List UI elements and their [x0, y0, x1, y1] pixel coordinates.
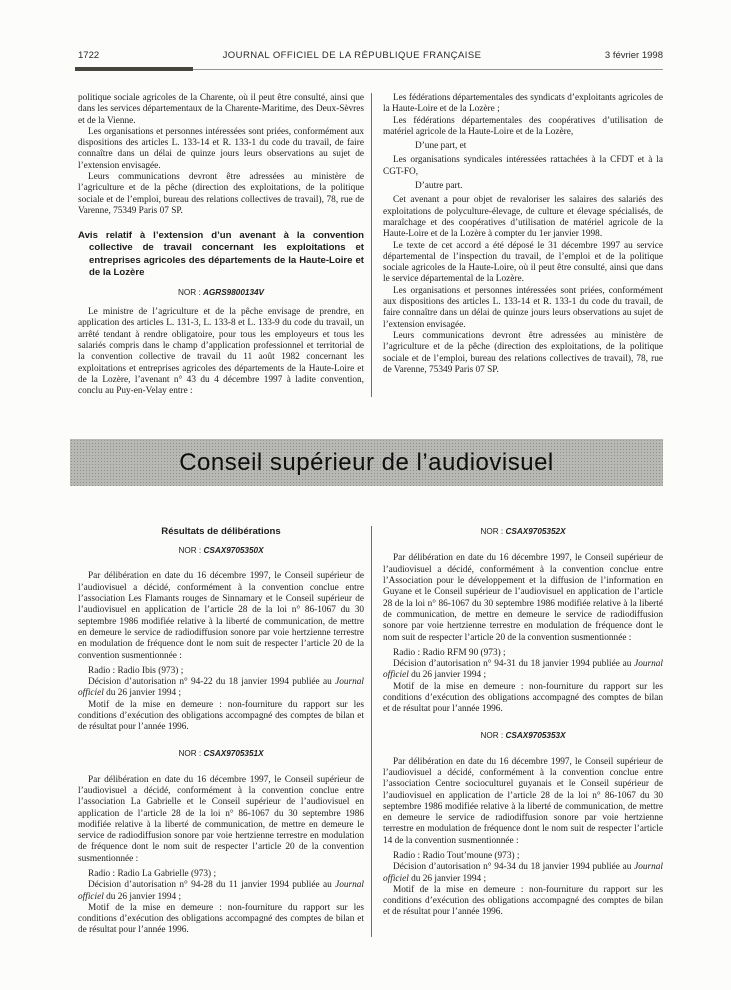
- results-heading: Résultats de délibérations: [161, 526, 281, 538]
- decision-text: Décision d’autorisation n° 94-34 du 18 janvier 1994 publiée au: [393, 862, 635, 873]
- part-line: D’une part, et: [415, 141, 467, 152]
- header-rule: [78, 67, 663, 73]
- paragraph: Les organisations syndicales intéressées rattachées à la CFDT et à la CGT-FO,: [383, 155, 663, 177]
- decision-text: Décision d’autorisation n° 94-28 du 11 janvier 1994 publiée au: [88, 880, 336, 891]
- nor-line: [383, 527, 663, 536]
- nor-line: [78, 546, 364, 555]
- journal-officiel-italic: Journal officiel: [78, 880, 364, 902]
- decision-date: du 26 janvier 1994 ;: [408, 670, 487, 681]
- nor-line: [383, 731, 663, 740]
- motif-line: Motif de la mise en demeure : non-fourniture du rapport sur les conditions d’exécution des obligations accompagné des comptes de bilan et de résultat pour l’année 1996.: [383, 884, 663, 918]
- article-heading: Avis relatif à l’extension d’un avenant à la convention collective de travail concernant les exploitations et entreprises agricoles des départements de la Haute-Loire et de la Lozère: [78, 230, 364, 278]
- radio-line: Radio : Radio Tout’moune (973) ;: [393, 850, 520, 861]
- nor-line: [78, 288, 364, 297]
- radio-line: Radio : Radio RFM 90 (973) ;: [393, 647, 506, 658]
- journal-officiel-italic: Journal officiel: [383, 659, 663, 681]
- paragraph: Les organisations et personnes intéressées sont priées, conformément aux dispositions des articles L. 133-14 et R. 133-1 du code du travail, de faire connaître dans un délai de quinze jours leurs observations au sujet de l’extension envisagée.: [383, 285, 663, 330]
- decision-date: du 26 janvier 1994 ;: [408, 873, 487, 884]
- motif-line: Motif de la mise en demeure : non-fourniture du rapport sur les conditions d’exécution des obligations accompagné des comptes de bilan et de résultat pour l’année 1996.: [78, 699, 364, 733]
- paragraph: Leurs communications devront être adressées au ministère de l’agriculture et de la pêche (direction des exploitations, de la politique sociale et de l’emploi, bureau des relations collectives de travail), 78, rue de Varenne, 75349 Paris 07 SP.: [78, 172, 364, 216]
- deliberation-paragraph: Par délibération en date du 16 décembre 1997, le Conseil supérieur de l’audiovisuel a décidé, conformément à la convention conclue entre l’association Centre socioculturel guyanais et le Conseil supérieur de l’audiovisuel en application de l’article 28 de la loi n° 86-1067 du 30 septembre 1986 modifiée relative à la liberté de communication, de mettre en demeure le service de radiodiffusion sonore par voie hertzienne terrestre en modulation de fréquence dont le nom suit de respecter l’article 14 de la convention susmentionnée :: [383, 756, 663, 846]
- decision-line: [383, 862, 663, 885]
- paragraph: Cet avenant a pour objet de revaloriser les salaires des salariés des exploitations de polyculture-élevage, de culture et élevage spécialisés, de maraîchage et des coopératives d’utilisation de matériel agricole de la Haute-Loire et de la Lozère à compter du 1er janvier 1998.: [383, 195, 663, 240]
- radio-line: Radio : Radio Ibis (973) ;: [88, 665, 184, 676]
- decision-line: [78, 677, 364, 700]
- column-left: [78, 93, 371, 397]
- decision-date: du 26 janvier 1994 ;: [103, 688, 182, 699]
- part-line: D’autre part.: [415, 181, 463, 192]
- motif-line: Motif de la mise en demeure : non-fourniture du rapport sur les conditions d’exécution des obligations accompagné des comptes de bilan et de résultat pour l’année 1996.: [383, 681, 663, 715]
- decision-date: du 26 janvier 1994 ;: [103, 891, 182, 902]
- nor-line: [78, 749, 364, 758]
- csa-banner-title: Conseil supérieur de l’audiovisuel: [179, 448, 554, 476]
- deliberation-paragraph: Par délibération en date du 16 décembre 1997, le Conseil supérieur de l’audiovisuel a décidé, conformément à la convention conclue entre l’association Les Flamants rouges de Sinnamary et le Conseil supérieur de l’audiovisuel en application de l’article 28 de la loi n° 86-1067 du 30 septembre 1986 modifiée relative à la liberté de communication, de mettre en demeure le service de radiodiffusion sonore par voie hertzienne terrestre en modulation de fréquence dont le nom suit de respecter l’article 20 de la convention susmentionnée :: [78, 571, 364, 661]
- column-left: [78, 526, 371, 936]
- decision-text: Décision d’autorisation n° 94-22 du 18 janvier 1994 publiée au: [88, 677, 336, 688]
- issue-date: 3 février 1998: [604, 50, 663, 61]
- page-number: 1722: [78, 50, 100, 61]
- paragraph: Les fédérations départementales des coopératives d’utilisation de matériel agricole de la Haute-Loire et de la Lozère,: [383, 115, 663, 137]
- section-agriculture: [78, 93, 663, 397]
- column-right: [371, 93, 663, 397]
- paragraph: Le texte de cet accord a été déposé le 31 décembre 1997 au service départemental de l’inspection du travail, de l’emploi et de la politique sociale agricoles de la Haute-Loire, où il peut être consulté, ainsi que dans le service départemental de la Lozère.: [383, 240, 663, 285]
- nor-code: CSAX9705350X: [203, 546, 264, 556]
- decision-line: [78, 880, 364, 903]
- journal-officiel-italic: Journal officiel: [383, 862, 663, 884]
- radio-line: Radio : Radio La Gabrielle (973) ;: [88, 868, 217, 879]
- page-header: [78, 50, 663, 61]
- nor-label: NOR :: [480, 730, 506, 740]
- journal-title: JOURNAL OFFICIEL DE LA RÉPUBLIQUE FRANÇAISE: [222, 50, 482, 61]
- deliberation-paragraph: Par délibération en date du 16 décembre 1997, le Conseil supérieur de l’audiovisuel a décidé, conformément à la convention conclue entre l’Association pour le développement et la diffusion de l’information en Guyane et le Conseil supérieur de l’audiovisuel en application de l’article 28 de la loi n° 86-1067 du 30 septembre 1986 modifiée relative à la liberté de communication, de mettre en demeure le service de radiodiffusion sonore par voie hertzienne terrestre en modulation de fréquence dont le nom suit de respecter l’article 20 de la convention susmentionnée :: [383, 553, 663, 643]
- nor-label: NOR :: [177, 288, 204, 298]
- decision-text: Décision d’autorisation n° 94-31 du 18 janvier 1994 publiée au: [393, 659, 635, 670]
- motif-line: Motif de la mise en demeure : non-fourniture du rapport sur les conditions d’exécution des obligations accompagné des comptes de bilan et de résultat pour l’année 1996.: [78, 902, 364, 936]
- decision-line: [383, 659, 663, 682]
- continuation-paragraph: politique sociale agricoles de la Charente, où il peut être consulté, ainsi que dans les services départementaux de la Charente-Maritime, des Deux-Sèvres et de la Vienne.: [78, 93, 364, 126]
- header-rule-thick: [75, 67, 193, 71]
- nor-code: CSAX9705353X: [505, 730, 566, 740]
- column-right: [371, 526, 663, 936]
- deliberation-paragraph: Par délibération en date du 16 décembre 1997, le Conseil supérieur de l’audiovisuel a décidé, conformément à la convention conclue entre l’association La Gabrielle et le Conseil supérieur de l’audiovisuel en application de l’article 28 de la loi n° 86-1067 du 30 septembre 1986 modifiée relative à la liberté de communication, de mettre en demeure le service de radiodiffusion sonore par voie hertzienne terrestre en modulation de fréquence dont le nom suit de respecter l’article 20 de la convention susmentionnée :: [78, 774, 364, 864]
- paragraph: Leurs communications devront être adressées au ministère de l’agriculture et de la pêche (direction des exploitations, de la politique sociale et de l’emploi, bureau des relations collectives de travail), 78, rue de Varenne, 75349 Paris 07 SP.: [383, 330, 663, 375]
- paragraph: Les organisations et personnes intéressées sont priées, conformément aux dispositions des articles L. 133-14 et R. 133-1 du code du travail, de faire connaître dans un délai de quinze jours leurs observations au sujet de l’extension envisagée.: [78, 126, 364, 171]
- nor-code: AGRS9800134V: [203, 288, 265, 298]
- csa-banner: [70, 439, 663, 486]
- journal-officiel-italic: Journal officiel: [78, 677, 364, 699]
- paragraph: Les fédérations départementales des syndicats d’exploitants agricoles de la Haute-Loire et de la Lozère ;: [383, 93, 663, 115]
- nor-label: NOR :: [178, 748, 204, 758]
- nor-label: NOR :: [178, 546, 204, 556]
- nor-code: CSAX9705351X: [203, 748, 264, 758]
- nor-label: NOR :: [480, 527, 506, 537]
- paragraph: Le ministre de l’agriculture et de la pêche envisage de prendre, en application des articles L. 131-3, L. 133-8 et L. 133-9 du code du travail, un arrêté tendant à rendre obligatoire, pour tous les employeurs et tous les salariés compris dans le champ d’application professionnel et territorial de la convention collective de travail du 11 août 1982 concernant les exploitations et entreprises agricoles des départements de la Haute-Loire et de la Lozère, l’avenant n° 43 du 4 décembre 1997 à ladite convention, conclu au Puy-en-Velay entre :: [78, 307, 364, 397]
- section-csa: [78, 526, 663, 936]
- nor-code: CSAX9705352X: [505, 527, 566, 537]
